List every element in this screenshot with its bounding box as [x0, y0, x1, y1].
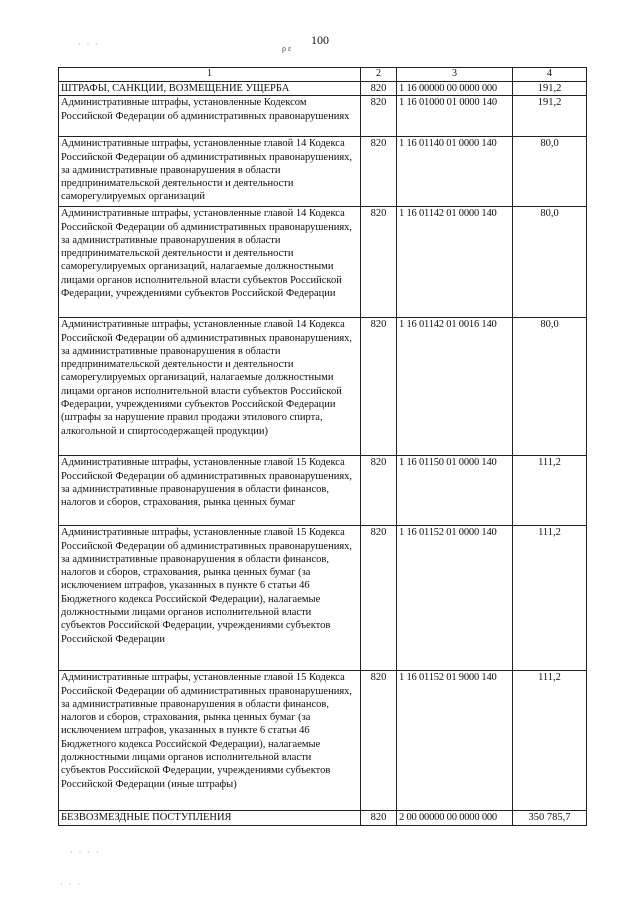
row-description: Административные штрафы, установленные главой 14 Кодекса Российской Федерации об административных правонарушениях, за административные правонарушения в области предпринимательской деятельности и деятельности саморегулируемых организаций, налагаемые должностными лицами органов исполнительной власти субъектов Российской Федерации, учреждениями субъектов Российской Федерации (штрафы за нарушение правил продажи этилового спирта, алкогольной и спиртосодержащей продукции)	[59, 318, 361, 456]
revenue-table	[58, 67, 587, 826]
scan-noise-bottom-2: · · ·	[60, 880, 82, 889]
table-row	[59, 82, 587, 96]
table-row	[59, 671, 587, 811]
row-amount: 80,0	[513, 137, 587, 207]
row-amount: 80,0	[513, 318, 587, 456]
scan-noise-bottom: · · · ·	[70, 848, 101, 857]
table-body	[59, 82, 587, 826]
table-row	[59, 137, 587, 207]
header-cell-4: 4	[513, 68, 587, 82]
row-admin-code: 820	[361, 318, 397, 456]
row-description: Административные штрафы, установленные главой 15 Кодекса Российской Федерации об административных правонарушениях, за административные правонарушения в области финансов, налогов и сборов, страхования, рынка ценных бумаг (за исключением штрафов, указанных в пункте 6 статьи 46 Бюджетного кодекса Российской Федерации), налагаемые должностными лицами органов исполнительной власти субъектов Российской Федерации, учреждениями субъектов Российской Федерации (иные штрафы)	[59, 671, 361, 811]
row-amount: 111,2	[513, 526, 587, 671]
row-description: Административные штрафы, установленные главой 14 Кодекса Российской Федерации об административных правонарушениях, за административные правонарушения в области предпринимательской деятельности и деятельности саморегулируемых организаций	[59, 137, 361, 207]
row-classification-code: 1 16 01150 01 0000 140	[397, 456, 513, 526]
row-admin-code: 820	[361, 137, 397, 207]
table-row	[59, 526, 587, 671]
row-classification-code: 1 16 01142 01 0000 140	[397, 207, 513, 318]
row-description: Административные штрафы, установленные главой 15 Кодекса Российской Федерации об административных правонарушениях, за административные правонарушения в области финансов, налогов и сборов, страхования, рынка ценных бумаг	[59, 456, 361, 526]
row-admin-code: 820	[361, 526, 397, 671]
row-classification-code: 1 16 01142 01 0016 140	[397, 318, 513, 456]
table-row	[59, 811, 587, 825]
header-cell-3: 3	[397, 68, 513, 82]
row-admin-code: 820	[361, 96, 397, 137]
header-cell-1: 1	[59, 68, 361, 82]
row-amount: 191,2	[513, 82, 587, 96]
table-row	[59, 318, 587, 456]
row-classification-code: 1 16 01140 01 0000 140	[397, 137, 513, 207]
row-classification-code: 1 16 01152 01 9000 140	[397, 671, 513, 811]
row-amount: 111,2	[513, 671, 587, 811]
row-admin-code: 820	[361, 811, 397, 825]
row-amount: 80,0	[513, 207, 587, 318]
row-admin-code: 820	[361, 456, 397, 526]
row-description: Административные штрафы, установленные главой 14 Кодекса Российской Федерации об административных правонарушениях, за административные правонарушения в области предпринимательской деятельности и деятельности саморегулируемых организаций, налагаемые должностными лицами органов исполнительной власти субъектов Российской Федерации, учреждениями субъектов Российской Федерации	[59, 207, 361, 318]
header-row	[59, 68, 587, 82]
row-admin-code: 820	[361, 671, 397, 811]
row-classification-code: 2 00 00000 00 0000 000	[397, 811, 513, 825]
row-amount: 191,2	[513, 96, 587, 137]
scan-noise-top: · · ·	[78, 40, 100, 49]
row-description: БЕЗВОЗМЕЗДНЫЕ ПОСТУПЛЕНИЯ	[59, 811, 361, 825]
page-mark: ρ ε	[282, 44, 292, 53]
table-row	[59, 456, 587, 526]
row-description: Административные штрафы, установленные Кодексом Российской Федерации об административных правонарушениях	[59, 96, 361, 137]
row-amount: 350 785,7	[513, 811, 587, 825]
page-number: 100	[311, 33, 329, 47]
table-row	[59, 207, 587, 318]
row-description: ШТРАФЫ, САНКЦИИ, ВОЗМЕЩЕНИЕ УЩЕРБА	[59, 82, 361, 96]
header-cell-2: 2	[361, 68, 397, 82]
row-description: Административные штрафы, установленные главой 15 Кодекса Российской Федерации об административных правонарушениях, за административные правонарушения в области финансов, налогов и сборов, страхования, рынка ценных бумаг (за исключением штрафов, указанных в пункте 6 статьи 46 Бюджетного кодекса Российской Федерации), налагаемые должностными лицами органов исполнительной власти субъектов Российской Федерации, учреждениями субъектов Российской Федерации	[59, 526, 361, 671]
row-classification-code: 1 16 01152 01 0000 140	[397, 526, 513, 671]
table-row	[59, 96, 587, 137]
row-amount: 111,2	[513, 456, 587, 526]
row-classification-code: 1 16 01000 01 0000 140	[397, 96, 513, 137]
row-classification-code: 1 16 00000 00 0000 000	[397, 82, 513, 96]
row-admin-code: 820	[361, 82, 397, 96]
row-admin-code: 820	[361, 207, 397, 318]
